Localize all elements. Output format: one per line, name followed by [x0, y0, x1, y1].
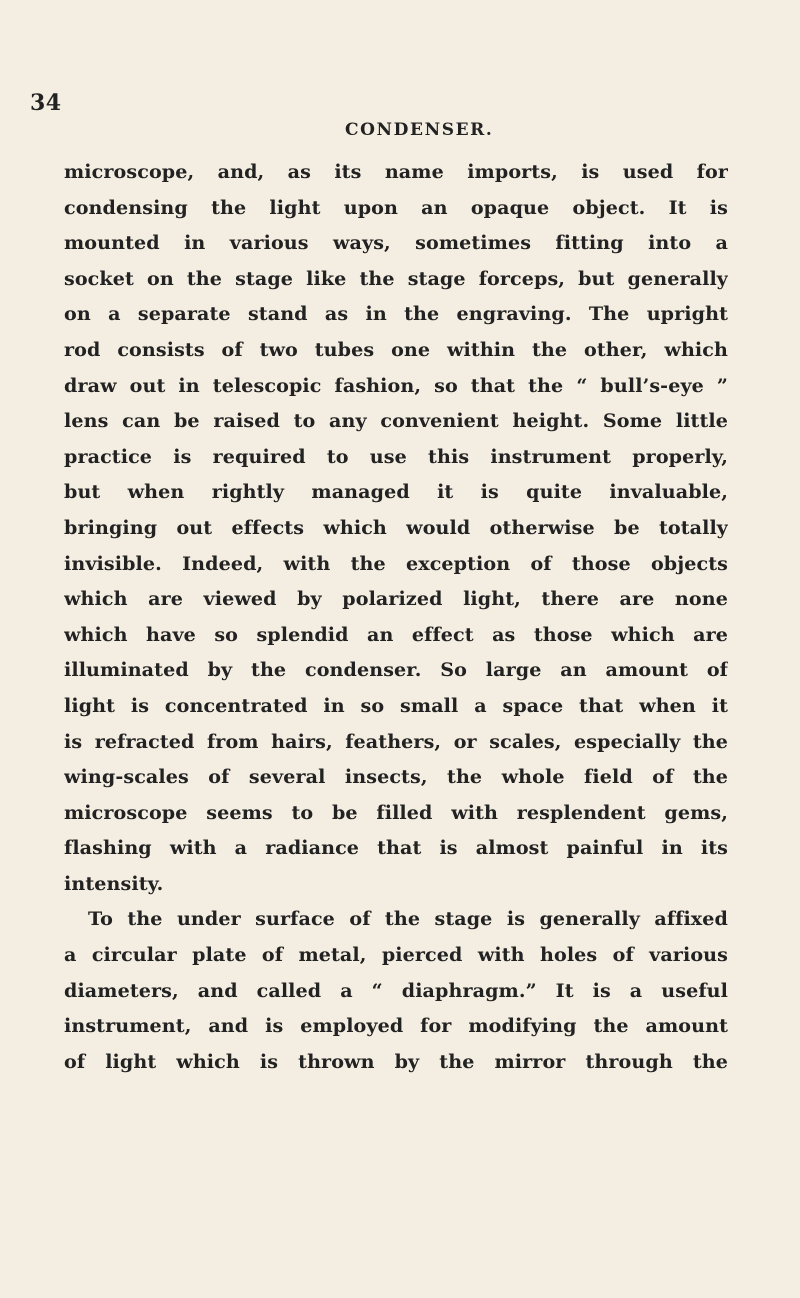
text-line: microscope, and, as its name imports, is used for — [64, 160, 728, 183]
text-line: invisible. Indeed, with the exception of those objects — [64, 551, 728, 575]
text-line: To the under surface of the stage is generally affixed — [88, 907, 728, 931]
text-line: microscope seems to be filled with resplendent gems, — [64, 800, 728, 824]
text-line: which have so splendid an effect as those which are — [64, 622, 728, 646]
body-text — [64, 154, 728, 1079]
text-line: rod consists of two tubes one within the other, which — [64, 337, 728, 361]
text-line: on a separate stand as in the engraving. The upright — [64, 302, 728, 326]
text-line: mounted in various ways, sometimes fitting into a — [64, 231, 728, 255]
text-line: instrument, and is employed for modifying the amount — [64, 1014, 728, 1038]
text-line: practice is required to use this instrument properly, — [64, 444, 728, 468]
text-line: illuminated by the condenser. So large an amount of — [64, 658, 728, 682]
text-line: a circular plate of metal, pierced with holes of various — [64, 943, 728, 967]
page-number: 34 — [30, 90, 62, 116]
text-line: but when rightly managed it is quite invaluable, — [64, 480, 728, 504]
text-line: of light which is thrown by the mirror through the — [64, 1049, 728, 1073]
text-line: flashing with a radiance that is almost painful in its — [64, 836, 728, 860]
text-line: socket on the stage like the stage forceps, but generally — [64, 266, 728, 290]
text-line: diameters, and called a “ diaphragm.” It is a useful — [64, 978, 728, 1002]
text-line: wing-scales of several insects, the whole field of the — [64, 765, 728, 789]
text-line: intensity. — [64, 871, 164, 895]
text-line: lens can be raised to any convenient height. Some little — [64, 409, 728, 433]
text-line: light is concentrated in so small a space that when it — [64, 693, 728, 717]
text-line: which are viewed by polarized light, there are none — [64, 587, 728, 611]
text-line: condensing the light upon an opaque object. It is — [64, 195, 728, 219]
running-head: CONDENSER. — [345, 120, 494, 140]
text-line: draw out in telescopic fashion, so that the “ bull’s-eye ” — [64, 373, 728, 397]
text-line: bringing out effects which would otherwise be totally — [64, 515, 728, 539]
text-line: is refracted from hairs, feathers, or scales, especially the — [64, 729, 728, 753]
